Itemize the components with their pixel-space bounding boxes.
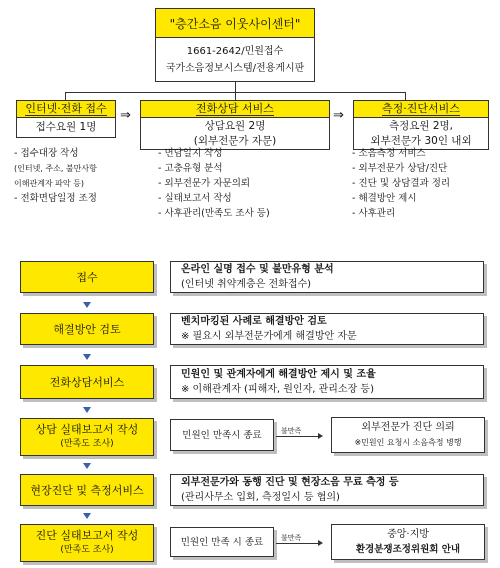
step-diagnosis-report-end — [170, 527, 274, 557]
column-staff-intake-line: 접수요원 1명 — [35, 121, 97, 133]
step-diagnosis-report-sub: (만족도 조사) — [60, 545, 114, 555]
column-title-intake-text: 인터넷·전화 접수 — [25, 102, 107, 115]
list-item: - 면담일지 작성 — [158, 148, 223, 159]
center-info-box — [155, 38, 315, 82]
down-arrow-icon — [83, 513, 91, 519]
step-field-diagnosis-desc-line1: 외부전문가와 동행 진단 및 현장소음 무료 측정 등 — [181, 477, 399, 488]
branch-label: 불만족 — [281, 427, 302, 435]
step-consult-report-sub: (만족도 조사) — [60, 439, 114, 449]
step-phone-consult-desc-line1: 민원인 및 관계자에게 해결방안 제시 및 조율 — [181, 369, 376, 380]
connector-middle — [235, 92, 236, 100]
list-item: - 전화면담일정 조정 — [14, 193, 97, 204]
connector-trunk — [235, 82, 236, 92]
step-consult-report-label: 상담 실태보고서 작성 — [35, 423, 139, 436]
center-phone-line: 1661-2642/민원접수 — [186, 45, 284, 57]
column-staff-phone-line1: 상담요원 2명 — [204, 119, 266, 132]
column-staff-intake — [16, 118, 116, 138]
center-title-box — [155, 8, 315, 38]
list-item: 이해관계자 파악 등) — [14, 179, 85, 188]
branch-arrow-line — [276, 543, 318, 544]
task-list-measure — [352, 146, 492, 221]
list-item: (인터넷, 주소, 불만사항 — [14, 164, 97, 173]
list-item: - 사후관리 — [352, 208, 396, 219]
branch-line1: 외부전문가 진단 의뢰 — [361, 422, 455, 433]
step-intake-desc-line1: 온라인 실명 접수 및 불만유형 분석 — [181, 264, 334, 275]
down-arrow-icon — [83, 463, 91, 469]
step-field-diagnosis-label: 현장진단 및 측정서비스 — [30, 483, 144, 497]
list-item: - 접수대장 작성 — [14, 148, 79, 159]
step-phone-consult-desc-line2: ※ 이해관계자 (피해자, 원인자, 관리소장 등) — [181, 384, 374, 395]
list-item: - 외부전문가 자문의뢰 — [158, 178, 251, 189]
column-staff-measure-line2: 외부전문가 30인 내외 — [370, 134, 472, 147]
step-review-desc-line2: ※ 필요시 외부전문가에게 해결방안 자문 — [181, 331, 357, 342]
step-intake-description — [170, 261, 484, 293]
step-diagnosis-report-branch — [331, 524, 485, 560]
column-title-measure — [353, 100, 489, 118]
step-field-diagnosis-desc-line2: (관리사무소 입회, 측정일시 등 협의) — [181, 492, 340, 503]
step-intake-desc-line2: (인터넷 취약계층은 전화접수) — [181, 279, 312, 290]
step-consult-report — [20, 418, 154, 456]
step-diagnosis-report-label: 진단 실태보고서 작성 — [35, 529, 139, 542]
list-item: - 진단 및 상담결과 정리 — [352, 178, 451, 189]
branch-line2: 환경분쟁조정위원회 안내 — [355, 544, 461, 555]
connector-right — [405, 92, 406, 100]
list-item: - 외부전문가 상담/진단 — [352, 163, 448, 174]
task-list-intake — [14, 146, 136, 206]
step-intake — [20, 261, 154, 293]
column-arrow-2: ⇒ — [333, 108, 344, 123]
column-title-phone-text: 전화상담 서비스 — [196, 102, 274, 115]
down-arrow-icon — [83, 302, 91, 308]
column-arrow-1: ⇒ — [120, 108, 131, 123]
branch-label: 불만족 — [281, 534, 302, 542]
step-consult-report-end — [170, 419, 274, 451]
down-arrow-icon — [83, 407, 91, 413]
column-title-intake — [16, 100, 116, 118]
branch-arrow-icon — [318, 540, 323, 546]
list-item: - 실태보고서 작성 — [158, 193, 232, 204]
step-consult-report-branch — [331, 417, 485, 453]
step-review-label: 해결방안 검토 — [53, 322, 121, 336]
step-review-desc-line1: 벤치마킹된 사례로 해결방안 검토 — [181, 316, 327, 327]
step-field-diagnosis-description — [170, 474, 484, 506]
branch-line2: ※민원인 요청시 소음측정 병행 — [354, 438, 462, 447]
step-diagnosis-report — [20, 524, 154, 562]
step-phone-consult — [20, 365, 154, 399]
down-arrow-icon — [83, 354, 91, 360]
column-staff-phone-line2: (외부전문가 자문) — [193, 134, 277, 147]
list-item: - 해결방안 제시 — [352, 193, 417, 204]
step-review — [20, 313, 154, 345]
step-phone-consult-label: 전화상담서비스 — [49, 375, 125, 389]
list-item: - 고충유형 분석 — [158, 163, 223, 174]
list-item: - 소음측정 서비스 — [352, 148, 426, 159]
center-title: "층간소음 이웃사이센터" — [169, 16, 301, 31]
step-intake-label: 접수 — [76, 270, 98, 284]
task-list-phone — [158, 146, 328, 221]
branch-line1: 중앙·지방 — [387, 529, 429, 540]
step-field-diagnosis — [20, 474, 154, 506]
step-consult-report-end-text: 민원인 만족시 종료 — [182, 429, 262, 441]
step-diagnosis-report-end-text: 민원인 만족 시 종료 — [180, 536, 264, 548]
list-item: - 사후관리(만족도 조사 등) — [158, 208, 270, 219]
branch-arrow-line — [276, 436, 318, 437]
step-review-description — [170, 313, 484, 345]
column-title-phone — [140, 100, 330, 118]
branch-arrow-icon — [318, 433, 323, 439]
column-staff-measure-line1: 측정요원 2명, — [388, 119, 454, 132]
center-system-line: 국가소음정보시스템/전용게시판 — [165, 62, 305, 74]
column-title-measure-text: 측정·진단서비스 — [382, 102, 460, 115]
step-phone-consult-description — [170, 365, 484, 399]
connector-left — [65, 92, 66, 100]
